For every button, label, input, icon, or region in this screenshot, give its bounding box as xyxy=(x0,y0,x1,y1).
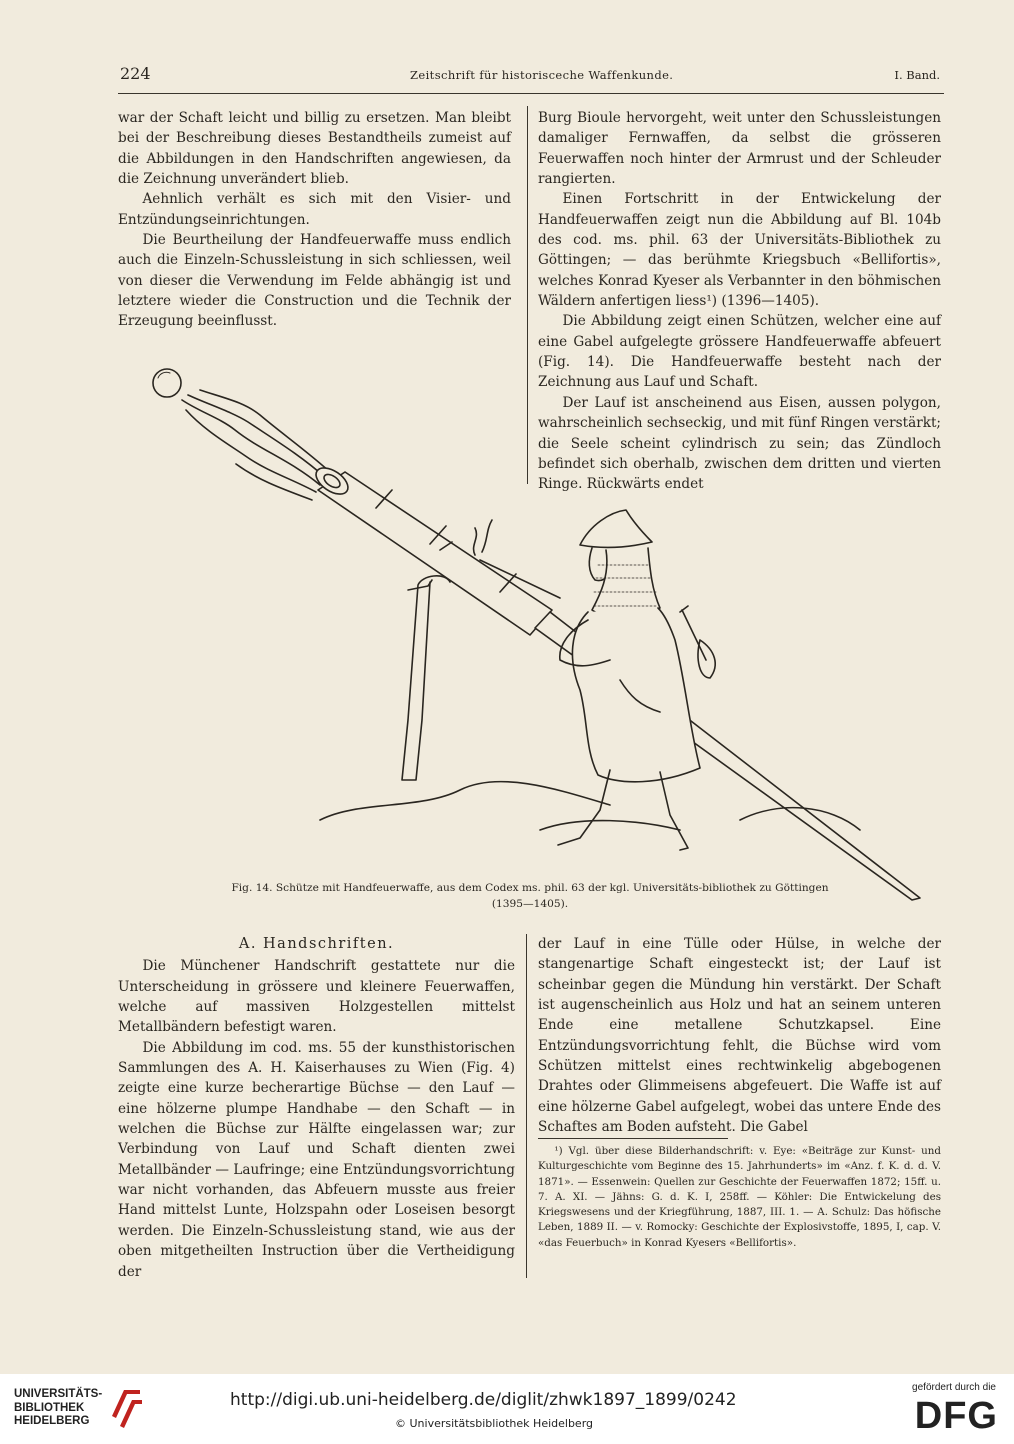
paragraph: Aehnlich verhält es sich mit den Visier- und Entzündungseinrichtungen. xyxy=(118,191,511,228)
right-column-bottom xyxy=(538,934,941,1137)
paragraph: Die Münchener Handschrift gestattete nur die Unterscheidung in grössere und kleinere Feuerwaffen, welche auf massiven Holzgestellen mittelst Metallbändern befestigt waren. xyxy=(118,958,515,1036)
footnote xyxy=(538,1144,941,1251)
gun-barrel xyxy=(318,472,552,635)
funding-note: gefördert durch die xyxy=(912,1382,996,1393)
copyright-notice: © Universitätsbibliothek Heidelberg xyxy=(395,1417,594,1430)
mail-coif xyxy=(592,548,660,619)
library-name-line1: UNIVERSITÄTS- xyxy=(14,1388,103,1400)
library-logo[interactable] xyxy=(14,1388,102,1429)
footnote-text: ¹) Vgl. über diese Bilderhandschrift: v. Eye: «Beiträge zur Kunst- und Kulturgeschichte vom Beginne des 15. Jahrhunderts» im «Anz. f. K. d. d. V. 1871». — Essenwein: Quellen zur Geschichte der Feuerwaffen 1872; 15ff. u. 7. A. XI. — Jähns: G. d. K. I, 258ff. — Köhler: Die Entwickelung des Kriegswesens und der Kriegführung, 1887, III. 1. — A. Schulz: Das höfische Leben, 1889 II. — v. Romocky: Geschichte der Explosivstoffe, 1895, I, cap. V. «das Feuerbuch» in Konrad Kyesers «Bellifortis». xyxy=(538,1145,941,1249)
paragraph: war der Schaft leicht und billig zu ersetzen. Man bleibt bei der Beschreibung dieses Bestandtheils zumeist auf die Abbildungen in den Handschriften angewiesen, da die Zeichnung unverändert blieb. xyxy=(118,110,511,188)
muzzle-flames xyxy=(182,390,330,500)
viewer-footer xyxy=(0,1374,1014,1444)
library-mark-icon xyxy=(110,1386,144,1430)
left-column-bottom xyxy=(118,934,515,1282)
tunic xyxy=(572,608,700,782)
volume-label: I. Band. xyxy=(894,68,940,82)
header-rule xyxy=(118,93,944,94)
journal-title: Zeitschrift für historisceche Waffenkunde. xyxy=(410,68,674,82)
page-number: 224 xyxy=(120,64,151,83)
helmet xyxy=(580,510,652,547)
wooden-fork xyxy=(402,576,450,780)
dfg-logo[interactable]: DFG xyxy=(914,1395,998,1437)
footnote-rule xyxy=(538,1138,728,1139)
figure-marksman-illustration xyxy=(140,360,940,920)
library-name-line3: HEIDELBERG xyxy=(14,1415,90,1427)
paragraph: der Lauf in eine Tülle oder Hülse, in welche der stangenartige Schaft eingesteckt ist; der Lauf ist scheinbar gegen die Mündung hin verstärkt. Der Schaft ist augenscheinlich aus Holz und hat an seinem unteren Ende eine metallene Schutzkapsel. Eine Entzündungsvorrichtung fehlt, die Büchse wird vom Schützen mittelst eines rechtwinkelig abgebogenen Drahtes oder Glimmeisens abgefeuert. Die Waffe ist auf eine hölzerne Gabel aufgelegt, wobei das untere Ende des Schaftes am Boden aufsteht. Die Gabel xyxy=(538,936,941,1136)
permalink-url[interactable]: http://digi.ub.uni-heidelberg.de/diglit/zhwk1897_1899/0242 xyxy=(230,1390,737,1410)
figure-caption: Fig. 14. Schütze mit Handfeuerwaffe, aus dem Codex ms. phil. 63 der kgl. Universitäts-bibliothek zu Göttingen (1395—1405). xyxy=(231,882,829,910)
sword xyxy=(680,606,706,660)
paragraph: Burg Bioule hervorgeht, weit unter den Schussleistungen damaliger Fernwaffen, da selbst die grösseren Feuerwaffen noch hinter der Armrust und der Schleuder rangierten. xyxy=(538,110,941,188)
paragraph: Die Beurtheilung der Handfeuerwaffe muss endlich auch die Einzeln-Schussleistung in sich schliessen, weil von dieser die Verwendung im Felde abhängig ist und letztere wieder die Construction und die Technik der Erzeugung beeinflusst. xyxy=(118,232,511,330)
running-header xyxy=(120,60,940,90)
library-name-line2: BIBLIOTHEK xyxy=(14,1401,85,1414)
paragraph: Einen Fortschritt in der Entwickelung der Handfeuerwaffen zeigt nun die Abbildung auf Bl. 104b des cod. ms. phil. 63 der Universitäts-Bibliothek zu Göttingen; — das berühmte Kriegsbuch «Bellifortis», welches Konrad Kyeser als Verbannter in den böhmischen Wäldern anfertigen liess¹) (1396—1405). xyxy=(538,191,941,310)
column-divider xyxy=(526,934,527,1278)
section-heading: A. Handschriften. xyxy=(238,936,395,952)
left-column-top xyxy=(118,108,511,332)
paragraph: Die Abbildung im cod. ms. 55 der kunsthistorischen Sammlungen des A. H. Kaiserhauses zu Wien (Fig. 4) zeigte eine kurze becherartige Büchse — den Lauf — eine hölzerne plumpe Handhabe — den Schaft — in welchen die Büchse zur Hälfte eingelassen war; zur Verbindung von Lauf und Schaft dienten zwei Metallbänder — Laufringe; eine Entzündungsvorrichtung war nicht vorhanden, das Abfeuern musste aus freier Hand mittelst Lunte, Holzspahn oder Loseisen besorgt werden. Die Einzeln-Schussleistung stand, wie aus der oben mitgetheilten Instruction über die Vertheidigung der xyxy=(118,1039,515,1280)
paragraph: Die Abbildung zeigt einen Schützen, welcher eine auf eine Gabel aufgelegte grössere Handfeuerwaffe abfeuert (Fig. 14). Die Handfeuerwaffe besteht nach der Zeichnung aus Lauf und Schaft. xyxy=(538,313,941,391)
paragraph: Der Lauf ist anscheinend aus Eisen, aussen polygon, wahrscheinlich sechseckig, und mit fünf Ringen verstärkt; die Seele scheint cylindrisch zu sein; das Zündloch befindet sich oberhalb, zwischen dem dritten und vierten Ringe. Rückwärts endet xyxy=(538,394,941,493)
cannonball xyxy=(153,369,181,397)
